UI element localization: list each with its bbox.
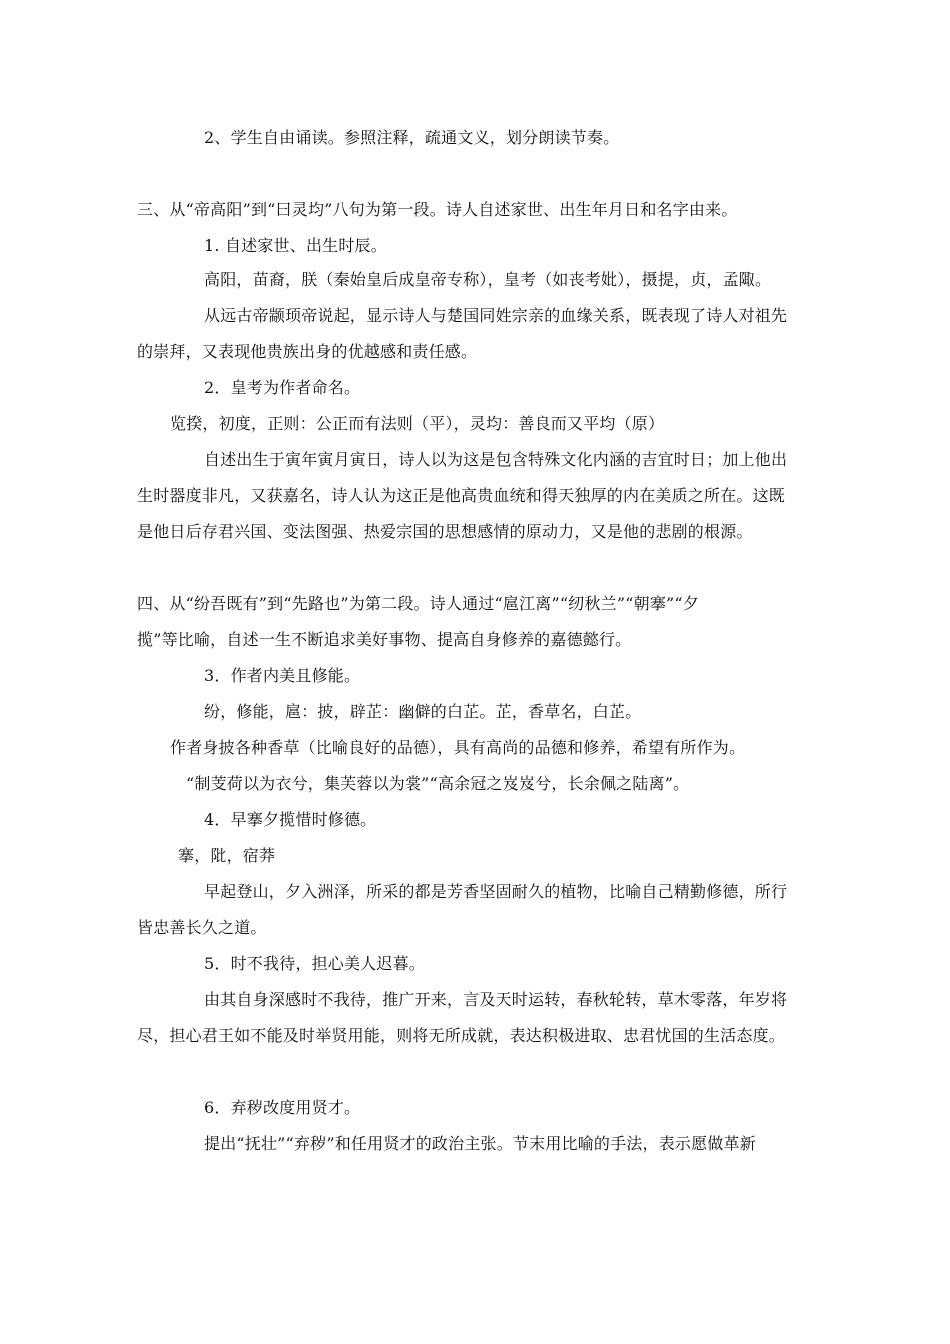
text-line: 自述出生于寅年寅月寅日，诗人以为这是包含特殊文化内涵的吉宜时日；加上他出 [204, 450, 788, 469]
text-line: 的崇拜，又表现他贵族出身的优越感和责任感。 [137, 342, 478, 361]
text-line: 6．弃秽改度用贤才。 [204, 1098, 361, 1117]
text-line: 尽，担心君王如不能及时举贤用能，则将无所成就，表达积极进取、忠君忧国的生活态度。 [137, 1026, 786, 1045]
text-line: 由其自身深感时不我待，推广开来，言及天时运转，春秋轮转，草木零落，年岁将 [204, 990, 788, 1009]
text-line: 从远古帝颛顼帝说起，显示诗人与楚国同姓宗亲的血缘关系，既表现了诗人对祖先 [204, 306, 788, 325]
text-line: 览揆，初度，正则：公正而有法则（平），灵均：善良而又平均（原） [170, 414, 665, 433]
text-line: 搴，阰，宿莽 [178, 846, 276, 865]
text-line: 揽”等比喻，自述一生不断追求美好事物、提高自身修养的嘉德懿行。 [137, 630, 632, 649]
text-line: 是他日后存君兴国、变法图强、热爱宗国的思想感情的原动力，又是他的悲剧的根源。 [137, 522, 753, 541]
text-line: 提出“抚壮”“弃秽”和任用贤才的政治主张。节末用比喻的手法，表示愿做革新 [204, 1134, 756, 1153]
text-line: 纷，修能，扈：披，辟芷：幽僻的白芷。芷，香草名，白芷。 [204, 702, 642, 721]
text-line: 4．早搴夕揽惜时修德。 [204, 810, 377, 829]
section-heading: 三、从“帝高阳”到“曰灵均”八句为第一段。诗人自述家世、出生年月日和名字由来。 [137, 200, 738, 219]
text-line: 1. 自述家世、出生时辰。 [204, 236, 387, 255]
text-line: 2、学生自由诵读。参照注释，疏通文义，划分朗读节奏。 [204, 128, 620, 147]
text-line: 皆忠善长久之道。 [137, 918, 267, 937]
text-line: 5．时不我待，担心美人迟暮。 [204, 954, 425, 973]
text-line: 作者身披各种香草（比喻良好的品德），具有高尚的品德和修养，希望有所作为。 [170, 738, 746, 757]
text-line: 早起登山，夕入洲泽，所采的都是芳香坚固耐久的植物，比喻自己精勤修德，所行 [204, 882, 788, 901]
text-line: 高阳，苗裔，朕（秦始皇后成皇帝专称），皇考（如丧考妣），摄提，贞，孟陬。 [204, 270, 772, 289]
text-line: 2．皇考为作者命名。 [204, 378, 361, 397]
section-heading: 四、从“纷吾既有”到“先路也”为第二段。诗人通过“扈江离”“纫秋兰”“朝搴”“夕 [137, 594, 699, 613]
text-line: 生时器度非凡，又获嘉名，诗人认为这正是他高贵血统和得天独厚的内在美质之所在。这既 [137, 486, 786, 505]
text-line: 3．作者内美且修能。 [204, 666, 361, 685]
text-line: “制芰荷以为衣兮，集芙蓉以为裳”“高余冠之岌岌兮，长余佩之陆离”。 [186, 774, 690, 793]
